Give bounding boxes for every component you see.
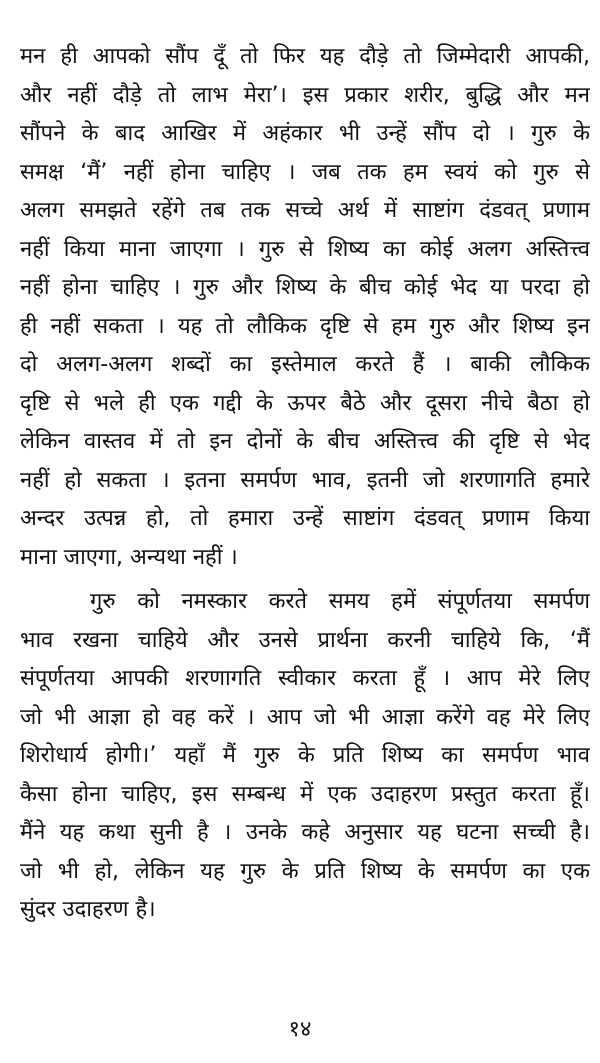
page-number: १४ [288,1017,312,1042]
text-line: नहीं हो सकता । इतना समर्पण भाव, इतनी जो शरणागति हमारे [20,467,590,493]
text-line: सौंपने के बाद आखिर में अहंकार भी उन्हें सौंप दो । गुरु के [20,121,590,146]
text-line: मन ही आपको सौंप दूँ तो फिर यह दौड़े तो जिम्मेदारी आपकी, [20,44,590,69]
text-line: जो भी आज्ञा हो वह करें । आप जो भी आज्ञा करेंगे वह मेरे लिए [20,704,590,730]
paragraph-2 [20,583,590,930]
text-line: दृष्टि से भले ही एक गद्दी के ऊपर बैठे और दूसरा नीचे बैठा हो [20,390,590,416]
text-line: ही नहीं सकता । यह तो लौकिक दृष्टि से हम गुरु और शिष्य इन [20,313,590,339]
text-line: अन्दर उत्पन्न हो, तो हमारा उन्हें साष्टांग दंडवत् प्रणाम किया [20,506,590,531]
text-line: शिरोधार्य होगी।’ यहाँ मैं गुरु के प्रति शिष्य का समर्पण भाव [20,743,590,768]
text-line: जो भी हो, लेकिन यह गुरु के प्रति शिष्य के समर्पण का एक [20,858,590,884]
text-line: अलग समझते रहेंगे तब तक सच्चे अर्थ में साष्टांग दंडवत् प्रणाम [20,198,590,223]
text-line: नहीं किया माना जाएगा । गुरु से शिष्य का कोई अलग अस्तित्त्व [20,236,590,262]
text-line: संपूर्णतया आपकी शरणागति स्वीकार करता हूँ । आप मेरे लिए [20,666,590,691]
text-line: गुरु को नमस्कार करते समय हमें संपूर्णतया समर्पण [90,589,590,614]
text-line: माना जाएगा, अन्यथा नहीं । [20,544,238,570]
text-line: सुंदर उदाहरण है। [20,897,156,922]
text-line: कैसा होना चाहिए, इस सम्बन्ध में एक उदाहरण प्रस्तुत करता हूँ। [20,781,590,807]
paragraph-1 [20,38,590,577]
text-line: लेकिन वास्तव में तो इन दोनों के बीच अस्तित्त्व की दृष्टि से भेद [20,429,590,454]
text-line: समक्ष ‘मैं’ नहीं होना चाहिए । जब तक हम स्वयं को गुरु से [20,159,590,185]
text-line: मैंने यह कथा सुनी है । उनके कहे अनुसार यह घटना सच्ची है। [20,820,590,845]
text-line: और नहीं दौड़े तो लाभ मेरा’। इस प्रकार शरीर, बुद्धि और मन [20,82,590,108]
text-line: नहीं होना चाहिए । गुरु और शिष्य के बीच कोई भेद या परदा हो [20,275,590,300]
text-line: दो अलग-अलग शब्दों का इस्तेमाल करते हैं । बाकी लौकिक [20,352,590,377]
text-line: भाव रखना चाहिये और उनसे प्रार्थना करनी चाहिये कि, ‘मैं [20,627,590,653]
body-text [20,38,590,930]
